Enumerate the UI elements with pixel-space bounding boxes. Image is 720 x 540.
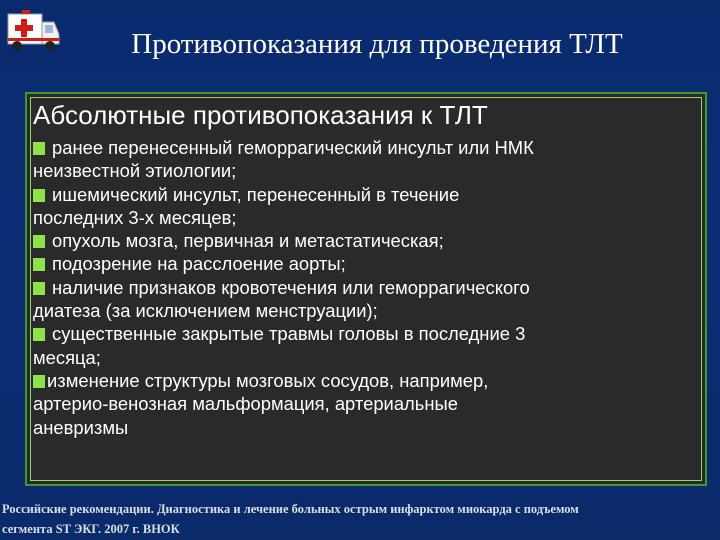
list-item: существенные закрытые травмы головы в последние 3 месяца; [33,323,526,368]
list-item: изменение структуры мозговых сосудов, например, артерио-венозная мальформация, артериальные аневризмы [33,369,489,438]
list-item: опухоль мозга, первичная и метастатическая; [33,229,697,252]
list-item: подозрение на расслоение аорты; [33,252,697,275]
contraindications-panel [25,92,707,486]
bullet-icon [33,258,45,271]
bullet-icon [33,142,45,155]
bullet-icon [33,235,45,248]
bullet-icon [33,189,45,202]
list-item: ранее перенесенный геморрагический инсульт или НМК неизвестной этиологии; [33,137,534,182]
panel-heading: Абсолютные противопоказания к ТЛТ [33,100,488,130]
bullet-icon [33,375,45,388]
bullet-icon [33,282,45,295]
slide-title: Противопоказания для проведения ТЛТ [131,28,623,60]
list-item: ишемический инсульт, перенесенный в течение последних 3-х месяцев; [33,183,460,228]
bullet-icon [33,328,45,341]
list-item: наличие признаков кровотечения или геморрагического диатеза (за исключением менструации); [33,276,530,322]
source-citation: Российские рекомендации. Диагностика и лечение больных острым инфарктом миокарда с подъемом сегмента ST ЭКГ. 2007 г. ВНОК [2,502,579,536]
contraindication-list [33,136,697,439]
